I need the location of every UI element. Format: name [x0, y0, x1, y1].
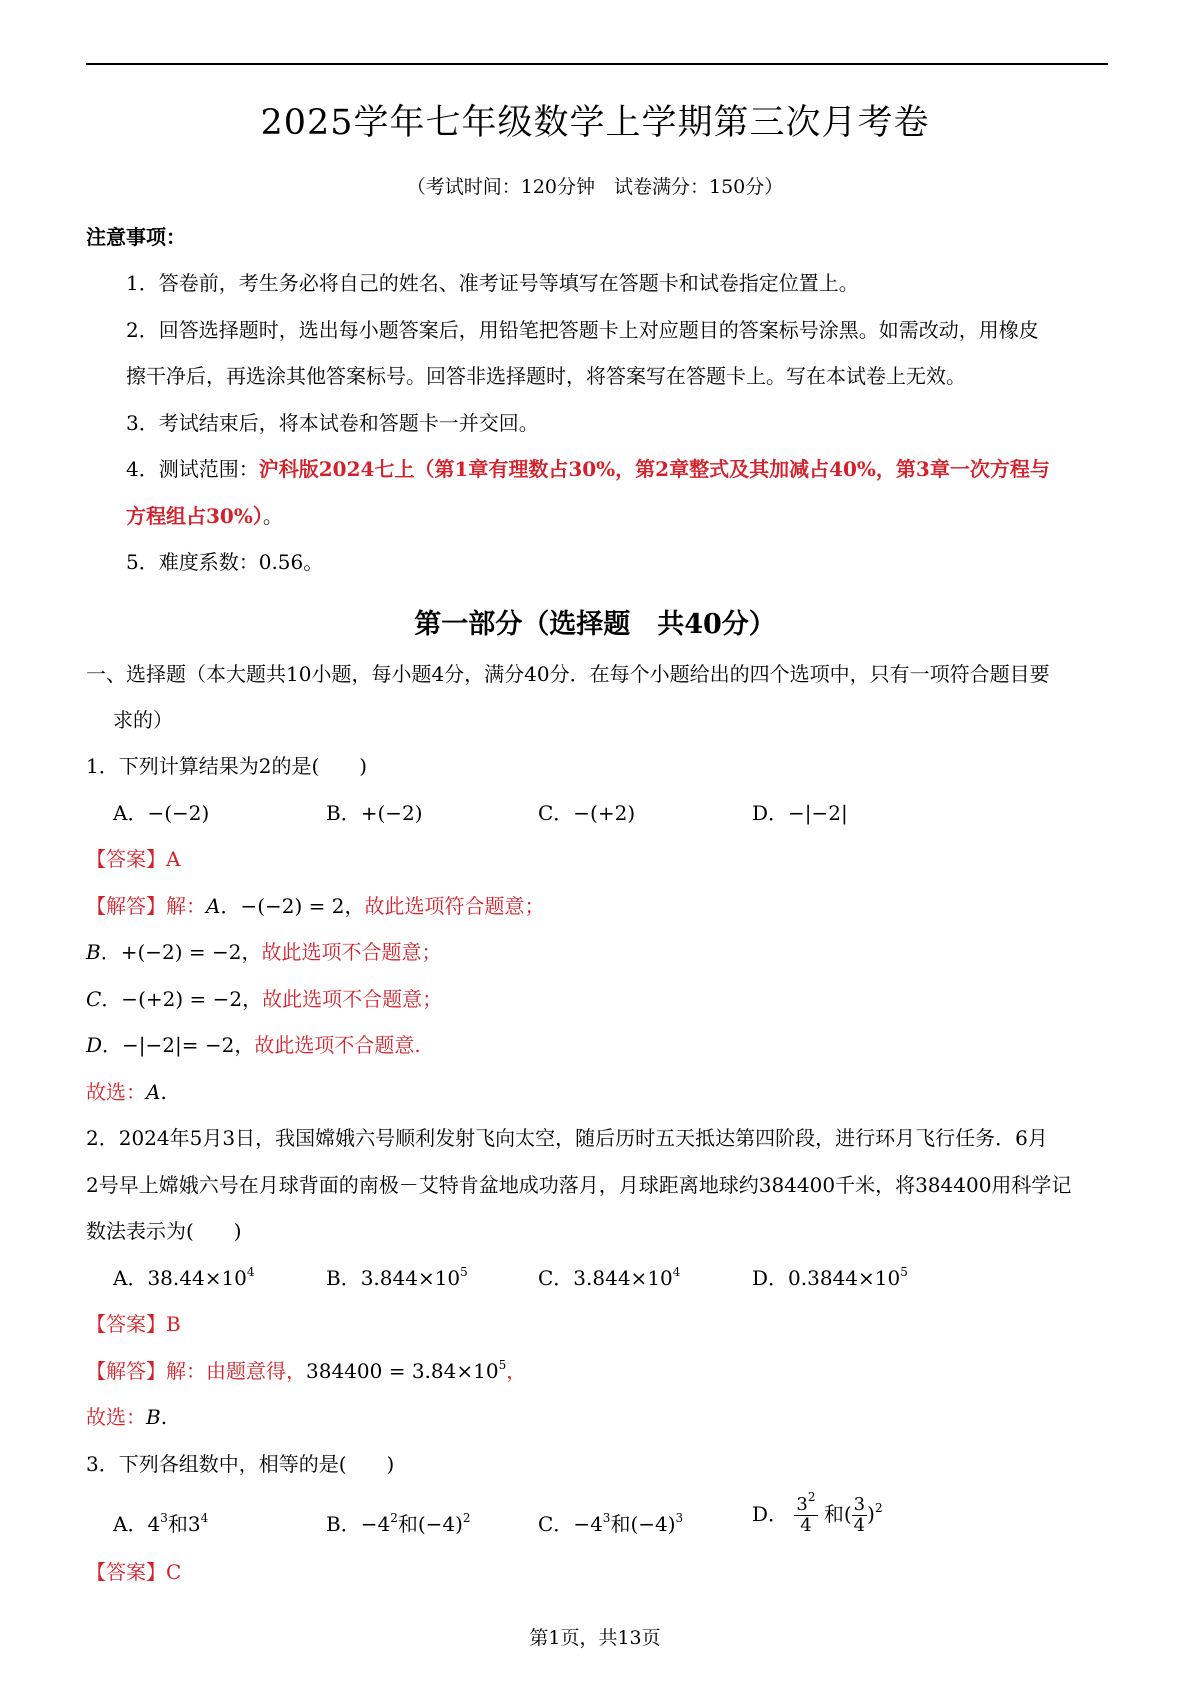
q3-option-b: [326, 1510, 471, 1538]
q1-analysis-b: [86, 938, 442, 966]
note-item-4-prefix: 4．测试范围：: [126, 457, 259, 481]
q1-option-d: D．−|−2|: [752, 801, 848, 825]
exam-subtitle: （考试时间：120分钟 试卷满分：150分）: [406, 176, 784, 198]
q1-option-a: A．−(−2): [113, 801, 210, 825]
q3-option-d-num1-exp: 2: [807, 1490, 816, 1504]
q3-stem: 3．下列各组数中，相等的是( ): [86, 1452, 395, 1476]
header-rule: [86, 63, 1108, 65]
q3-option-c-and: 和: [610, 1512, 631, 1536]
q1-analysis-c: [86, 985, 442, 1013]
q1-option-c: C．−(+2): [538, 801, 636, 825]
q2-stem-b: 2号早上嫦娥六号在月球背面的南极－艾特肯盆地成功落月，月球距离地球约384400千米，将384400用科学记: [86, 1173, 1072, 1197]
q1-letter-b: B: [86, 940, 101, 964]
q1-expr-d: ．−|−2|= −2，: [102, 1033, 255, 1057]
q3-option-d-and: 和: [823, 1502, 844, 1526]
note-item-4a: [126, 455, 1050, 483]
note-item-4-scope: 沪科版2024七上（第1章有理数占30%，第2章整式及其加减占40%，第3章一次方程与: [258, 457, 1050, 481]
q1-choose-value: A: [146, 1080, 161, 1104]
q3-option-c-base2: (−4): [630, 1512, 676, 1536]
note-item-4b: [126, 502, 283, 530]
q2-option-b: [326, 1264, 468, 1292]
q1-note-a: 故此选项符合题意；: [364, 894, 545, 918]
q1-stem: 1．下列计算结果为2的是( ): [86, 754, 368, 778]
q2-option-d: [752, 1264, 908, 1292]
q3-option-b-label: B．: [326, 1512, 361, 1536]
q1-expr-c: ．−(+2) = −2，: [101, 987, 263, 1011]
q2-option-a-exp: 4: [246, 1265, 255, 1279]
note-item-2b: 擦干净后，再选涂其他答案标号。回答非选择题时，将答案写在答题卡上。写在本试卷上无效。: [126, 364, 966, 388]
q3-option-b-exp1: 2: [390, 1511, 398, 1525]
note-item-4-suffix: 。: [262, 504, 283, 528]
q3-option-b-exp2: 2: [462, 1511, 471, 1525]
q2-choose-end: .: [160, 1405, 168, 1429]
q3-option-a-exp2: 4: [200, 1511, 209, 1525]
q2-option-a-base: A．38.44×10: [113, 1266, 247, 1290]
q1-expr-b: ．+(−2) = −2，: [100, 940, 262, 964]
q1-analysis-a: [86, 892, 545, 920]
q1-option-b: B．+(−2): [326, 801, 423, 825]
q2-answer: 【答案】B: [86, 1312, 181, 1336]
note-item-4-scope-cont: 方程组占30%）: [126, 504, 263, 528]
q2-option-b-base: B．3.844×10: [326, 1266, 461, 1290]
q2-option-b-exp: 5: [460, 1265, 468, 1279]
q1-choose-end: .: [160, 1080, 167, 1104]
q2-option-c-base: C．3.844×10: [538, 1266, 673, 1290]
q3-option-d-den2: 4: [853, 1515, 866, 1536]
q3-option-d-frac2: [852, 1495, 867, 1536]
note-item-5: 5．难度系数：0.56。: [126, 550, 324, 574]
q3-option-c-base1: −4: [573, 1512, 603, 1536]
q1-answer: 【答案】A: [86, 847, 181, 871]
q3-option-d-den1: 4: [800, 1515, 812, 1536]
q3-option-d-num1: 3: [796, 1494, 808, 1515]
q2-analysis-exp: 5: [498, 1358, 507, 1372]
q1-note-c: 故此选项不合题意；: [262, 987, 443, 1011]
q2-analysis-expr: 384400 = 3.84×10: [306, 1359, 499, 1383]
q3-option-d-exp2: 2: [874, 1501, 883, 1515]
q3-option-a-base2: 3: [187, 1512, 201, 1536]
section-title: 第一部分（选择题 共40分）: [414, 609, 776, 640]
q3-option-a-label: A．: [113, 1512, 148, 1536]
q3-option-b-and: 和: [397, 1512, 418, 1536]
q2-option-d-exp: 5: [900, 1265, 908, 1279]
q3-option-b-base2: (−4): [417, 1512, 463, 1536]
q3-option-a: [113, 1510, 208, 1538]
q3-option-c: [538, 1510, 683, 1538]
q2-stem-a: 2．2024年5月3日，我国嫦娥六号顺利发射飞向太空，随后历时五天抵达第四阶段，进行环月飞行任务．6月: [86, 1126, 1048, 1150]
q2-analysis: [86, 1357, 526, 1385]
q3-option-a-base1: 4: [147, 1512, 161, 1536]
q3-option-b-base1: −4: [360, 1512, 391, 1536]
q1-letter-d: D: [86, 1033, 103, 1057]
note-item-2a: 2．回答选择题时，选出每小题答案后，用铅笔把答题卡上对应题目的答案标号涂黑。如需改动，用橡皮: [126, 318, 1039, 342]
q3-option-a-exp1: 3: [160, 1511, 168, 1525]
q2-choose-value: B: [146, 1405, 161, 1429]
q3-option-d: D． $\frac{3^2}{4}$ 和( $\frac{3}{4}$ )$^2$: [752, 1490, 883, 1536]
q3-option-a-and: 和: [167, 1512, 188, 1536]
q2-stem-c: 数法表示为( ): [86, 1219, 242, 1243]
q2-choose: [86, 1403, 167, 1431]
q2-analysis-label: 【解答】解：由题意得，: [86, 1359, 306, 1383]
q3-option-d-frac1: [794, 1490, 817, 1536]
q1-letter-a: A: [206, 894, 221, 918]
q3-option-d-num2: 3: [853, 1494, 866, 1515]
exam-title: 2025学年七年级数学上学期第三次月考卷: [260, 103, 930, 143]
q1-analysis-d: [86, 1031, 421, 1059]
q3-option-c-exp1: 3: [602, 1511, 611, 1525]
q1-letter-c: C: [86, 987, 102, 1011]
q1-analysis-label: 【解答】解：: [86, 894, 206, 918]
q1-note-b: 故此选项不合题意；: [261, 940, 442, 964]
q2-option-d-base: D．0.3844×10: [752, 1266, 901, 1290]
q1-choose: [86, 1078, 167, 1106]
q1-note-d: 故此选项不合题意.: [254, 1033, 421, 1057]
q1-choose-label: 故选：: [86, 1080, 146, 1104]
notes-heading: 注意事项：: [86, 225, 186, 249]
q2-option-a: [113, 1264, 255, 1292]
note-item-3: 3．考试结束后，将本试卷和答题卡一并交回。: [126, 411, 539, 435]
q3-option-c-exp2: 3: [675, 1511, 684, 1525]
q2-option-c: [538, 1264, 680, 1292]
note-item-1: 1．答卷前，考生务必将自己的姓名、准考证号等填写在答题卡和试卷指定位置上。: [126, 271, 859, 295]
section-intro-a: 一、选择题（本大题共10小题，每小题4分，满分40分．在每个小题给出的四个选项中，只有一项符合题目要: [86, 662, 1050, 686]
page-footer: 第1页，共13页: [529, 1627, 661, 1649]
q1-expr-a: ．−(−2) = 2，: [220, 894, 365, 918]
q3-option-c-label: C．: [538, 1512, 574, 1536]
q2-option-c-exp: 4: [672, 1265, 681, 1279]
q2-choose-label: 故选：: [86, 1405, 146, 1429]
q3-answer: 【答案】C: [86, 1560, 182, 1584]
section-intro-b: 求的）: [113, 708, 173, 732]
q2-analysis-end: ，: [506, 1359, 527, 1383]
q3-option-d-frac1-num: [794, 1490, 817, 1516]
q3-option-d-label: D．: [752, 1502, 789, 1526]
